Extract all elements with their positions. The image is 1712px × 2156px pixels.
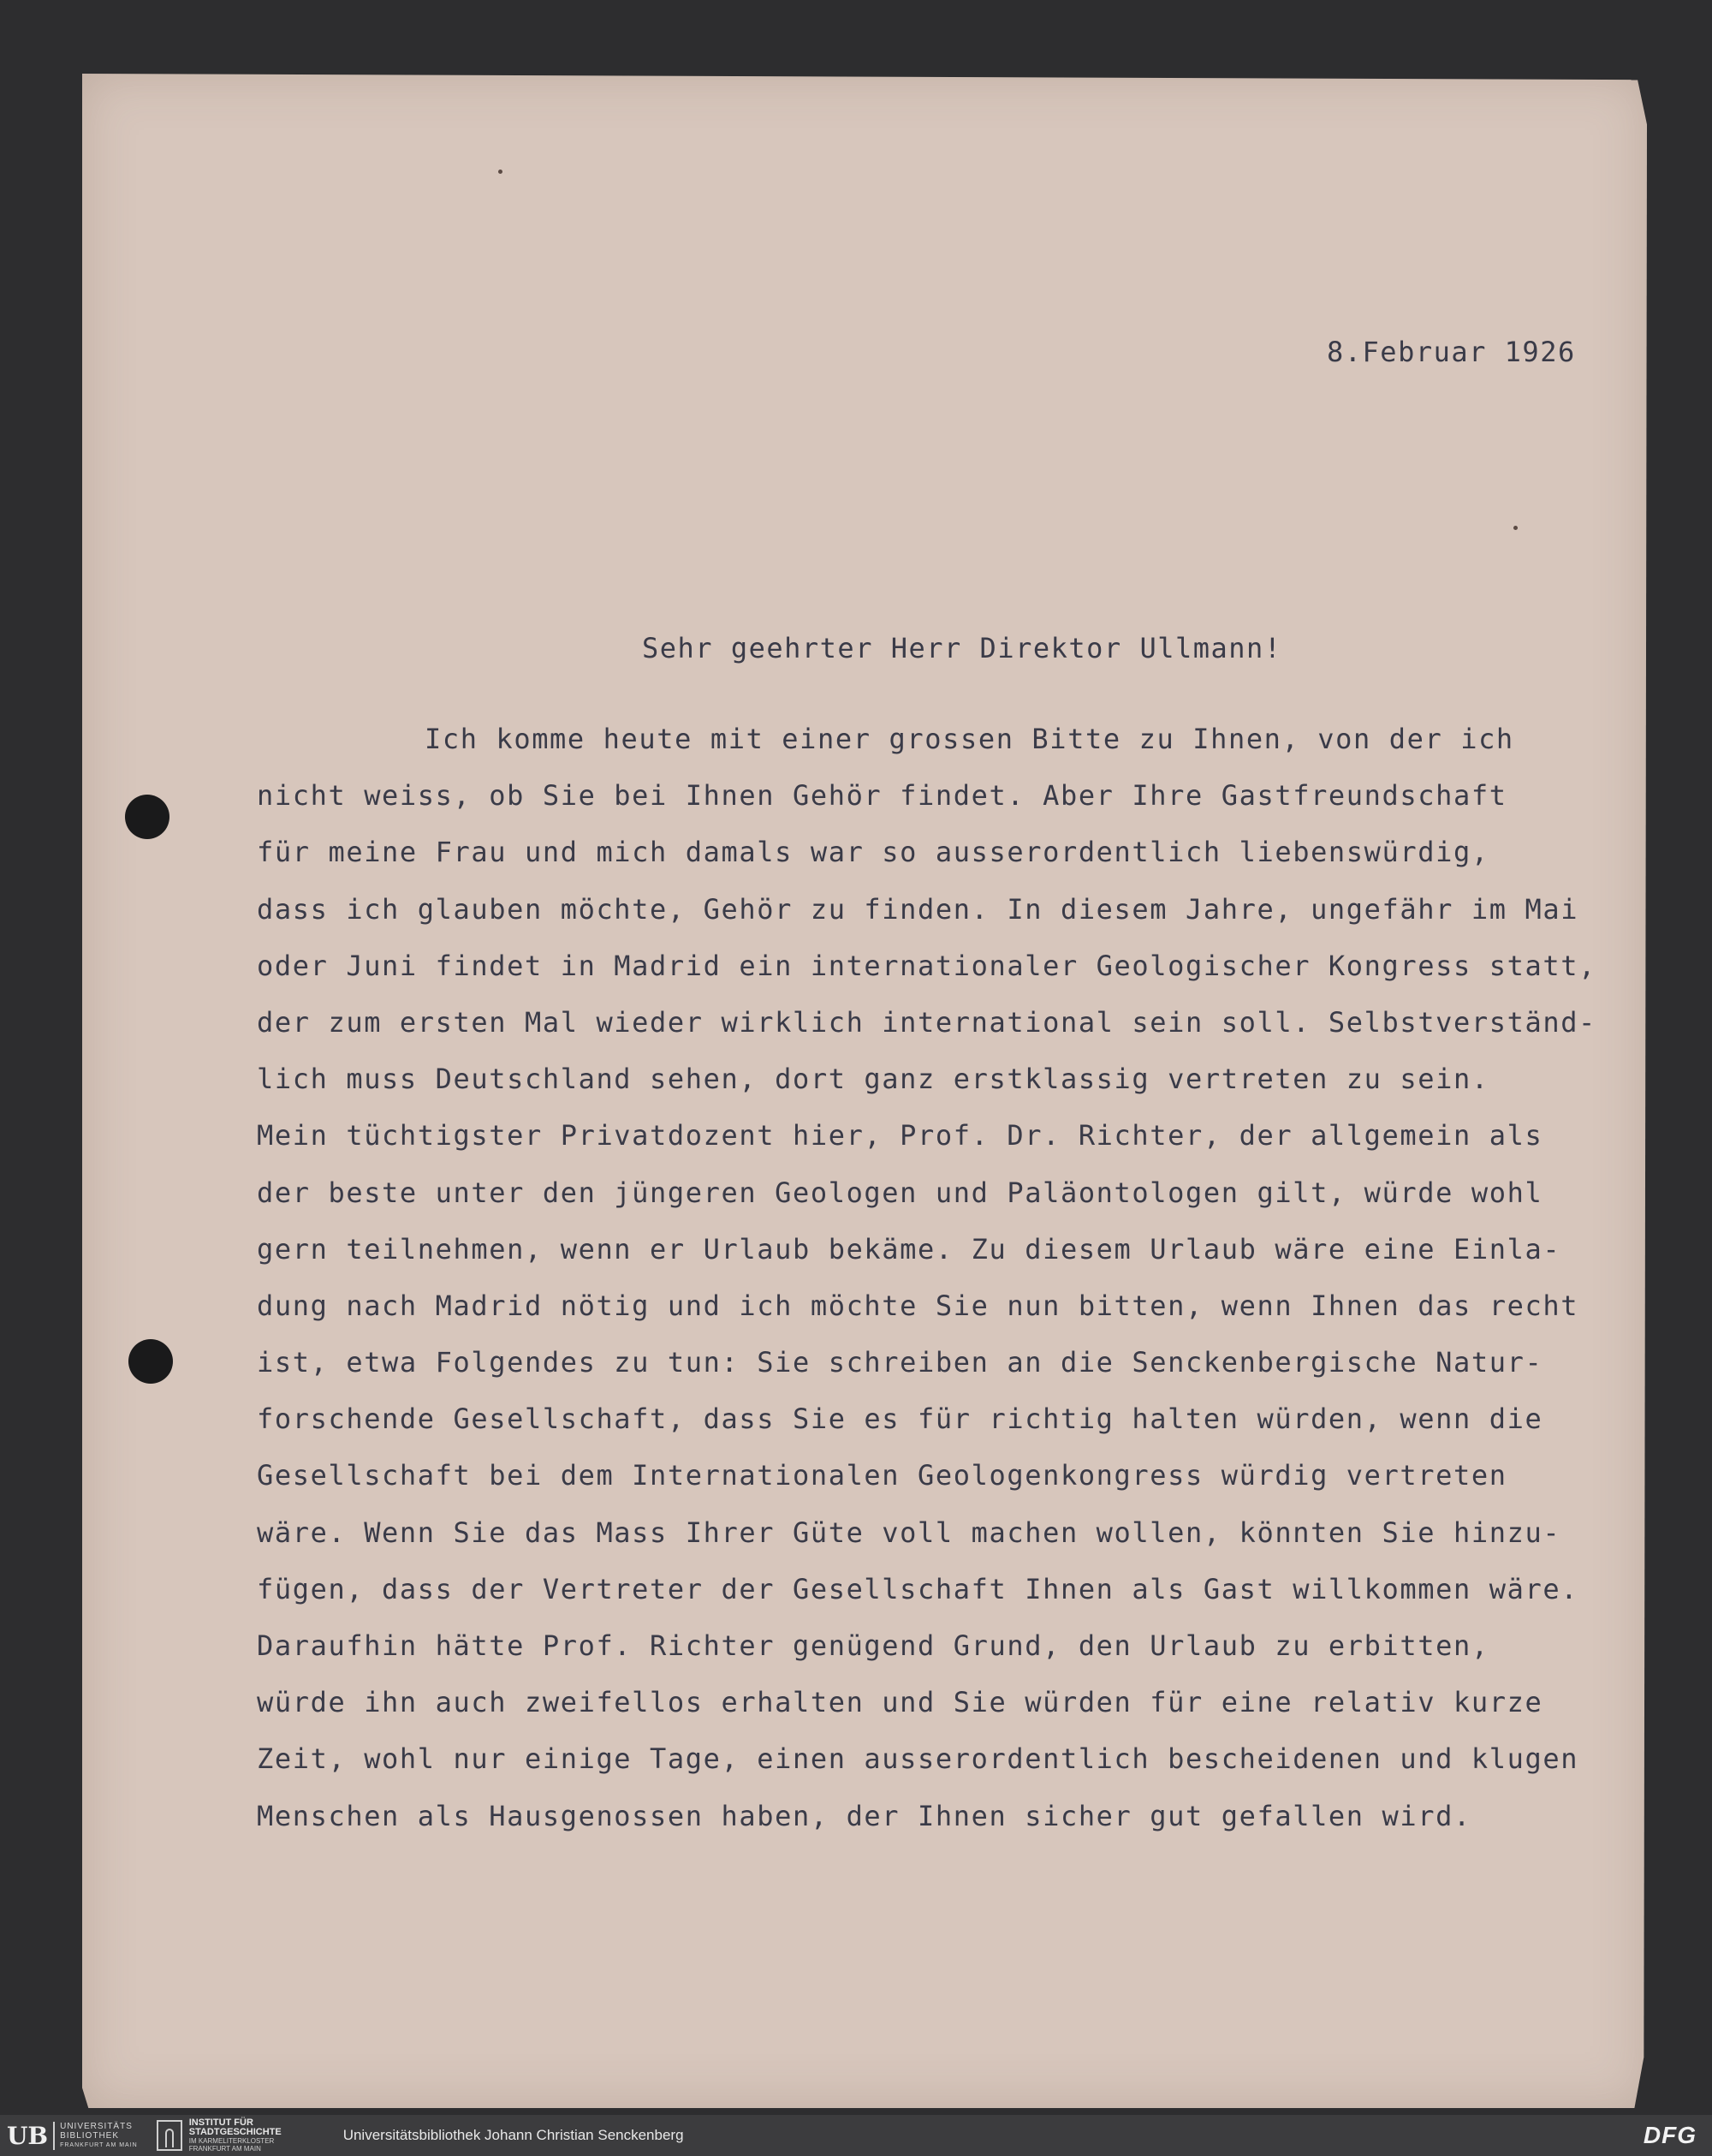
- letter-line: fügen, dass der Vertreter der Gesellschaft Ihnen als Gast willkommen wäre.: [257, 1572, 1579, 1605]
- isg-logo-line: STADTGESCHICHTE: [188, 2127, 282, 2137]
- letter-line: der zum ersten Mal wieder wirklich international sein soll. Selbstverständ-: [257, 1005, 1596, 1039]
- letter-body: [257, 711, 1626, 1844]
- ub-logo-line: BIBLIOTHEK: [60, 2130, 119, 2141]
- ub-logo-line: UNIVERSITÄTS: [60, 2121, 133, 2131]
- letter-line: nicht weiss, ob Sie bei Ihnen Gehör findet. Aber Ihre Gastfreundschaft: [257, 779, 1507, 813]
- letter-line: Gesellschaft bei dem Internationalen Geologenkongress würdig vertreten: [257, 1459, 1507, 1492]
- footer-bar: [0, 2115, 1712, 2156]
- paper-speck: [1513, 526, 1518, 530]
- letter-line: forschende Gesellschaft, dass Sie es für richtig halten würden, wenn die: [257, 1403, 1543, 1436]
- letter-line: lich muss Deutschland sehen, dort ganz erstklassig vertreten zu sein.: [257, 1063, 1489, 1096]
- footer-caption: Universitätsbibliothek Johann Christian Senckenberg: [342, 2127, 684, 2143]
- ub-logo-mark: UB: [7, 2122, 55, 2150]
- letter-line: oder Juni findet in Madrid ein internationaler Geologischer Kongress statt,: [257, 949, 1596, 982]
- letter-line: der beste unter den jüngeren Geologen und Paläontologen gilt, würde wohl: [257, 1176, 1543, 1209]
- university-library-logo: [7, 2118, 138, 2153]
- city-history-institute-logo: [157, 2118, 282, 2153]
- letter-line: Mein tüchtigster Privatdozent hier, Prof. Dr. Richter, der allgemein als: [257, 1119, 1543, 1152]
- isg-logo-line: INSTITUT FÜR: [188, 2117, 253, 2128]
- letter-line: dung nach Madrid nötig und ich möchte Sie nun bitten, wenn Ihnen das recht: [257, 1289, 1579, 1322]
- isg-logo-text: [189, 2118, 282, 2153]
- letter-line: Menschen als Hausgenossen haben, der Ihnen sicher gut gefallen wird.: [257, 1799, 1471, 1832]
- letter-line: Daraufhin hätte Prof. Richter genügend Grund, den Urlaub zu erbitten,: [257, 1629, 1489, 1662]
- letter-line: würde ihn auch zweifellos erhalten und Sie würden für eine relativ kurze: [257, 1686, 1543, 1719]
- paper-speck: [498, 170, 502, 174]
- letter-line: dass ich glauben möchte, Gehör zu finden. In diesem Jahre, ungefähr im Mai: [257, 892, 1579, 926]
- punch-hole-top: [125, 795, 169, 839]
- letter-line: gern teilnehmen, wenn er Urlaub bekäme. Zu diesem Urlaub wäre eine Einla-: [257, 1232, 1561, 1266]
- building-icon: [157, 2120, 182, 2151]
- punch-hole-bottom: [128, 1339, 173, 1384]
- isg-logo-line: FRANKFURT AM MAIN: [188, 2145, 261, 2153]
- ub-logo-text: [60, 2122, 138, 2150]
- letter-line: für meine Frau und mich damals war so ausserordentlich liebenswürdig,: [257, 836, 1489, 869]
- isg-logo-line: IM KARMELITERKLOSTER: [188, 2137, 275, 2145]
- letter-salutation: Sehr geehrter Herr Direktor Ullmann!: [642, 632, 1282, 664]
- letter-line: wäre. Wenn Sie das Mass Ihrer Güte voll machen wollen, könnten Sie hinzu-: [257, 1516, 1561, 1549]
- letter-line: Zeit, wohl nur einige Tage, einen ausserordentlich bescheidenen und klugen: [257, 1742, 1579, 1776]
- letter-line: Ich komme heute mit einer grossen Bitte zu Ihnen, von der ich: [425, 723, 1514, 755]
- letter-line: ist, etwa Folgendes zu tun: Sie schreiben an die Senckenbergische Natur-: [257, 1346, 1543, 1379]
- letter-date: 8.Februar 1926: [1327, 336, 1576, 368]
- dfg-logo: DFG: [1643, 2122, 1697, 2148]
- ub-logo-line: FRANKFURT AM MAIN: [60, 2141, 138, 2148]
